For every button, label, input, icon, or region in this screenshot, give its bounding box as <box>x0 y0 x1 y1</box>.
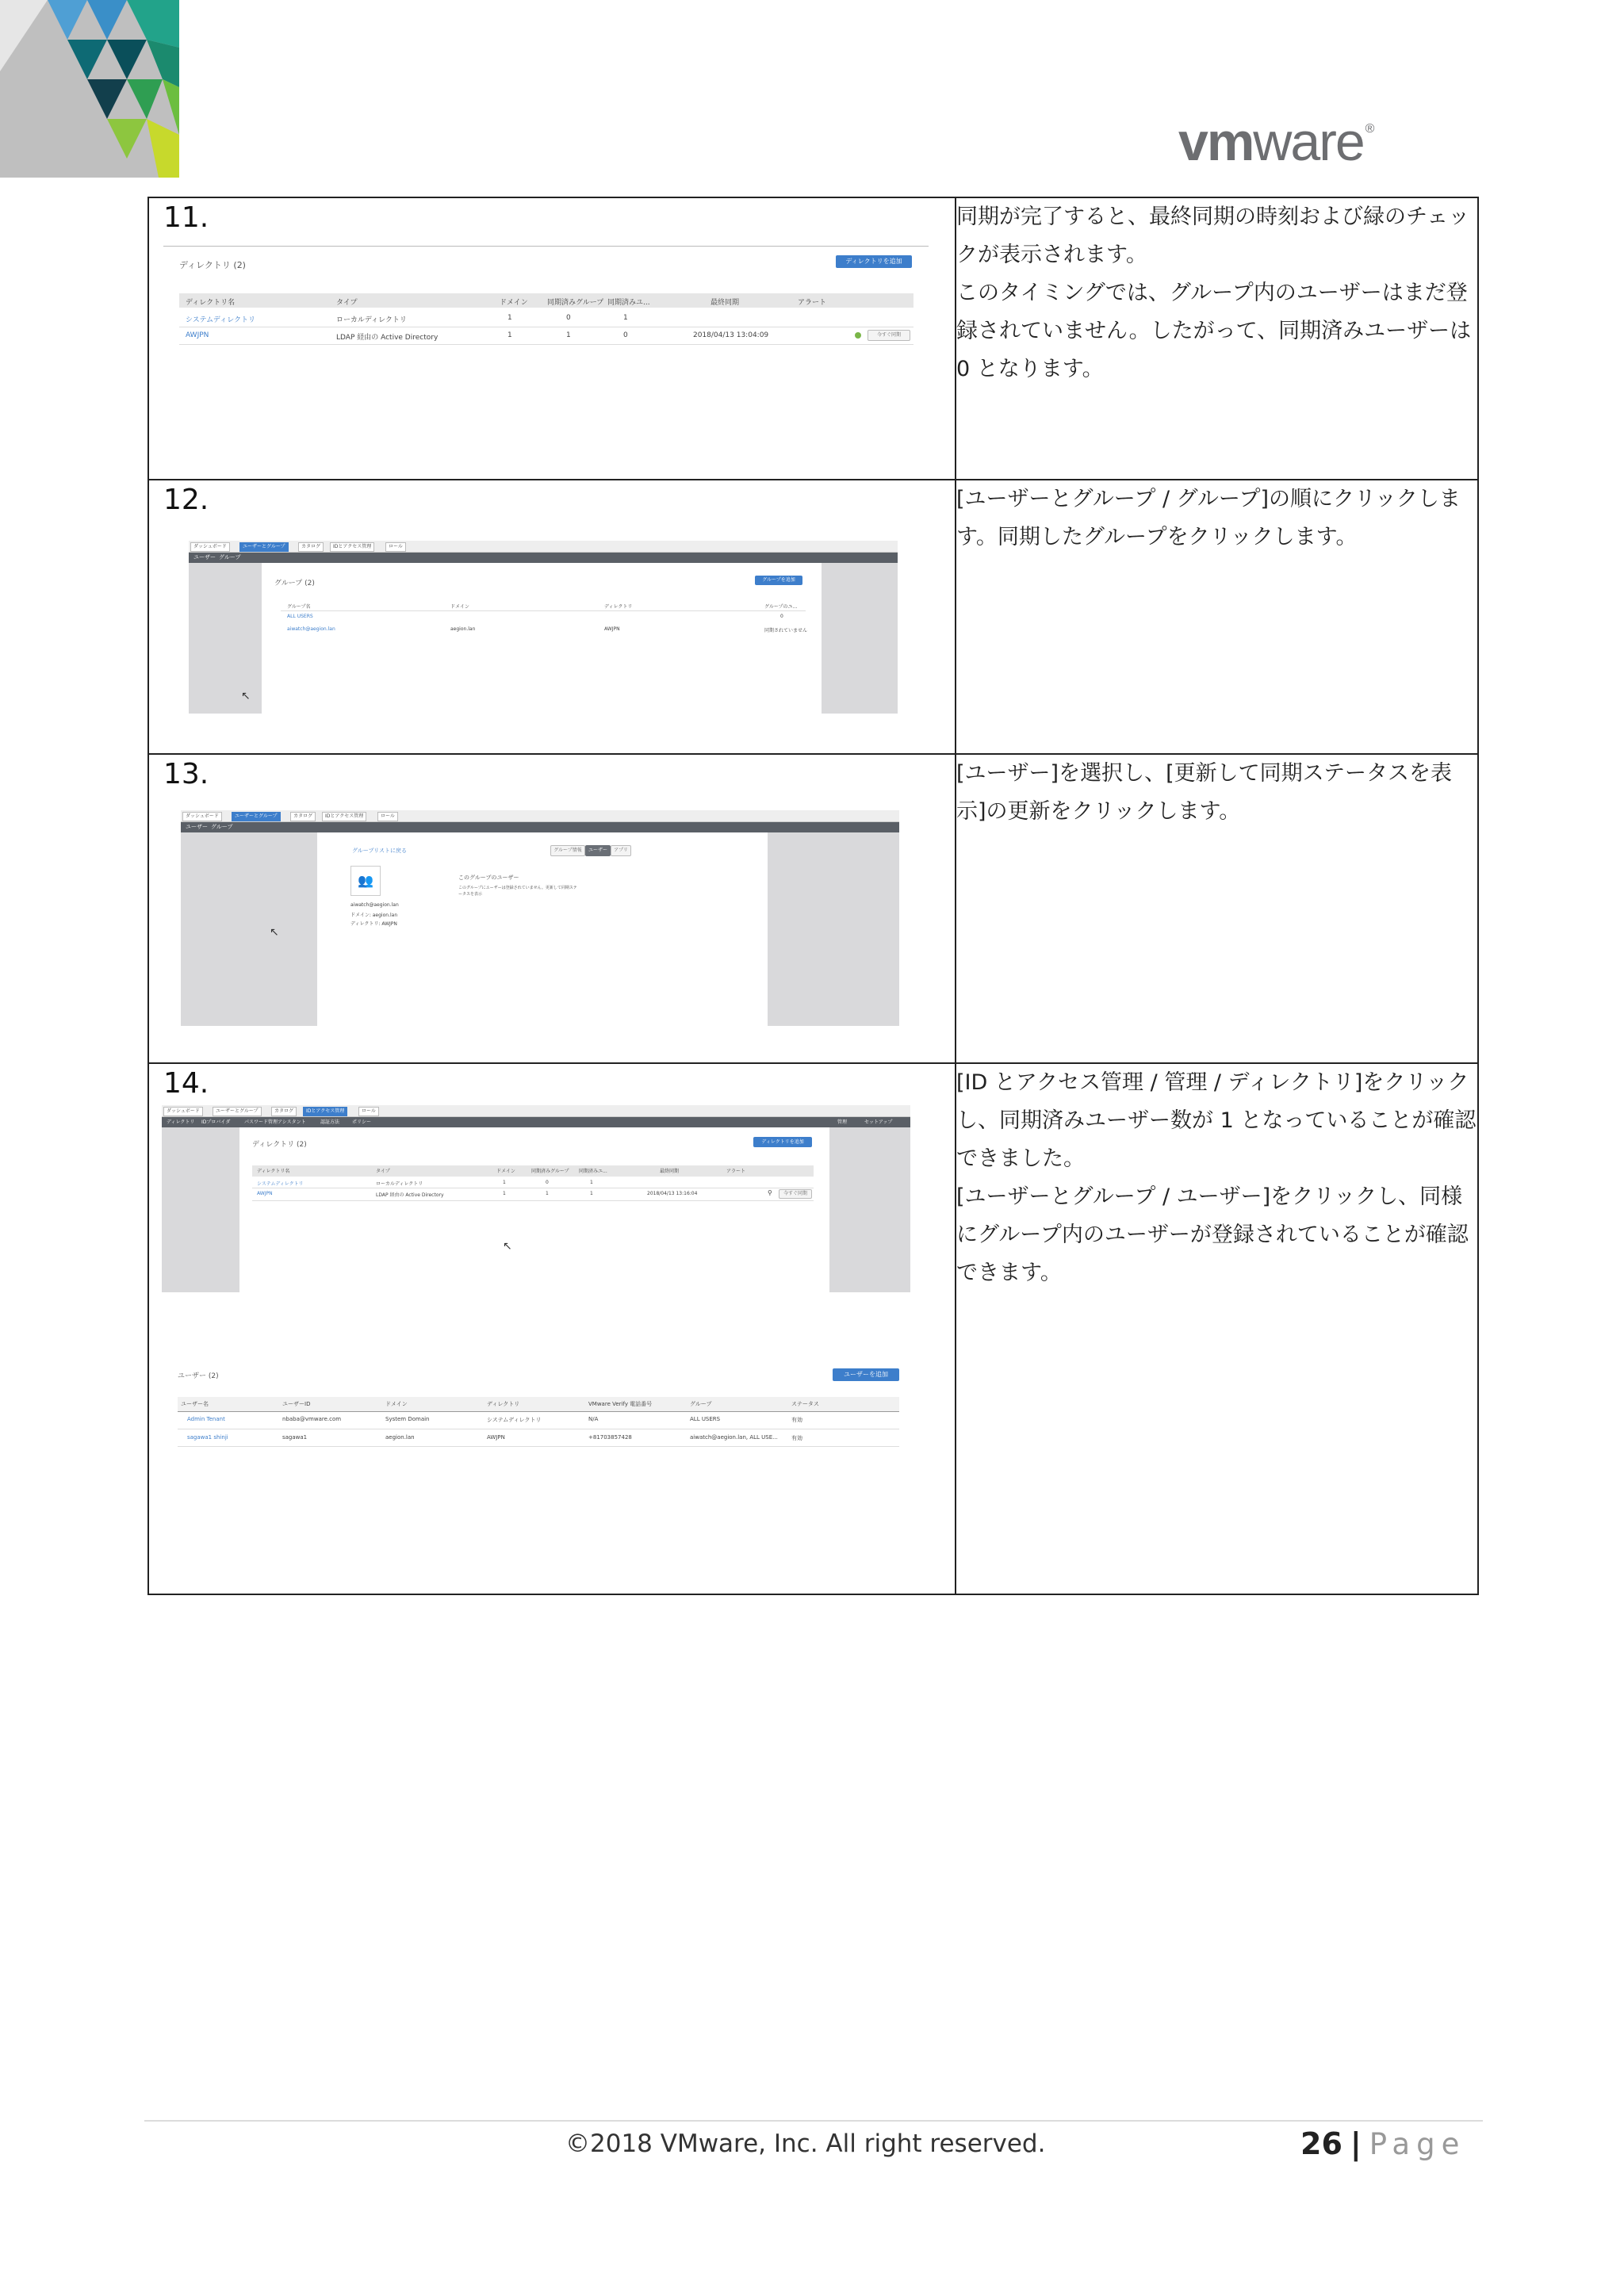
steps-table <box>147 197 1479 1595</box>
group-users-heading: このグループのユーザー <box>458 874 519 881</box>
table-cell: +81703857428 <box>588 1434 632 1441</box>
table-cell: aiwatch@aegion.lan, ALL USE... <box>690 1434 778 1441</box>
tab-dashboard[interactable]: ダッシュボード <box>163 1107 203 1116</box>
step-screenshot-cell <box>148 480 956 754</box>
table-cell: 1 <box>503 1191 506 1196</box>
table-cell: LDAP 経由の Active Directory <box>336 334 439 342</box>
subnav-identity-providers[interactable]: IDプロバイダ <box>201 1119 231 1125</box>
column-header: ディレクトリ名 <box>257 1169 290 1174</box>
column-header: ディレクトリ <box>487 1401 520 1407</box>
directory-list-title: ディレクトリ (2) <box>252 1141 307 1149</box>
segment-apps[interactable]: アプリ <box>611 845 631 856</box>
sync-now-button[interactable]: 今すぐ同期 <box>779 1189 812 1199</box>
tab-dashboard[interactable]: ダッシュボード <box>190 542 230 552</box>
sync-check-icon <box>855 332 861 339</box>
table-cell: 1 <box>546 1191 549 1196</box>
subnav-directories[interactable]: ディレクトリ <box>167 1119 195 1125</box>
column-header: 最終同期 <box>660 1169 680 1174</box>
group-avatar <box>350 866 381 896</box>
table-cell: 1 <box>623 314 628 322</box>
segment-users[interactable]: ユーザー <box>585 845 611 856</box>
add-user-button[interactable]: ユーザーを追加 <box>833 1368 899 1381</box>
subnav-password-assistant[interactable]: パスワード管理アシスタント <box>244 1119 306 1125</box>
table-cell: sagawa1 <box>282 1434 308 1441</box>
tab-catalog[interactable]: カタログ <box>271 1107 297 1116</box>
column-header: タイプ <box>376 1169 390 1174</box>
screenshot-directories <box>163 246 929 357</box>
tab-roles[interactable]: ロール <box>377 812 398 821</box>
step-screenshot-cell <box>148 1063 956 1594</box>
mouse-cursor-icon: ↖ <box>503 1240 512 1253</box>
column-header: グループ <box>690 1401 712 1407</box>
table-cell: 同期されていません <box>764 628 808 633</box>
table-cell: 有効 <box>791 1417 802 1423</box>
column-header: VMware Verify 電話番号 <box>588 1401 653 1407</box>
directory-link[interactable]: AWJPN <box>257 1191 273 1196</box>
table-cell: 1 <box>566 331 571 339</box>
table-cell: システムディレクトリ <box>487 1417 542 1423</box>
column-header: 最終同期 <box>710 299 740 307</box>
column-header: ドメイン <box>500 299 528 307</box>
sync-now-button[interactable]: 今すぐ同期 <box>868 330 910 341</box>
directory-link[interactable]: AWJPN <box>186 331 209 339</box>
table-cell: 0 <box>566 314 571 322</box>
tab-users-groups[interactable]: ユーザーとグループ <box>213 1107 262 1116</box>
step-screenshot-cell <box>148 754 956 1063</box>
add-directory-button[interactable]: ディレクトリを追加 <box>836 255 912 268</box>
step-row <box>148 480 1478 754</box>
table-cell: AWJPN <box>487 1434 505 1441</box>
description-text: [ユーザーとグループ / ユーザー]をクリックし、同様にグループ内のユーザーが登録されていることが確認できます。 <box>956 1184 1469 1285</box>
description-text: [ID とアクセス管理 / 管理 / ディレクトリ]をクリックし、同期済みユーザー数が 1 となっていることが確認できました。 <box>956 1070 1477 1171</box>
column-header: ユーザー名 <box>181 1401 209 1407</box>
column-header: アラート <box>798 299 827 307</box>
mouse-cursor-icon: ↖ <box>270 926 279 939</box>
table-cell: ALL USERS <box>690 1416 721 1422</box>
column-header: 同期済みグループ <box>531 1169 569 1174</box>
page-number-value: 26 <box>1300 2126 1342 2161</box>
directory-link[interactable]: システムディレクトリ <box>186 316 256 324</box>
step-row <box>148 1063 1478 1594</box>
step-number: 14. <box>163 1067 209 1100</box>
page-label: Page <box>1369 2127 1466 2161</box>
group-info-line: ドメイン: aegion.lan <box>350 913 398 918</box>
group-link[interactable]: aiwatch@aegion.lan <box>287 626 335 632</box>
column-header: ドメイン <box>450 604 469 610</box>
subnav-policies[interactable]: ポリシー <box>352 1119 372 1125</box>
subnav-users[interactable]: ユーザー <box>193 554 216 561</box>
table-cell: AWJPN <box>604 626 620 632</box>
step-description <box>956 1063 1478 1594</box>
description-text: [ユーザー]を選択し、[更新して同期ステータスを表示]の更新をクリックします。 <box>956 761 1453 824</box>
groups-title: グループ (2) <box>274 580 315 587</box>
column-header: ドメイン <box>385 1401 408 1407</box>
page-number <box>1300 2126 1465 2161</box>
table-cell: aegion.lan <box>450 626 476 632</box>
subnav-auth-methods[interactable]: 認証方法 <box>320 1119 340 1125</box>
add-group-button[interactable]: グループを追加 <box>755 576 802 585</box>
page-separator: | <box>1350 2126 1362 2161</box>
step-screenshot-cell <box>148 197 956 480</box>
group-users-note: このグループにユーザーは登録されていません。更新して同期ステータスを表示 <box>458 886 577 897</box>
tab-catalog[interactable]: カタログ <box>298 542 324 552</box>
last-sync-time: 2018/04/13 13:16:04 <box>647 1191 698 1196</box>
add-directory-button[interactable]: ディレクトリを追加 <box>753 1137 812 1147</box>
description-text: 同期が完了すると、最終同期の時刻および緑のチェックが表示されます。 <box>956 205 1470 267</box>
subnav-manage[interactable]: 管理 <box>837 1119 848 1125</box>
subnav-users[interactable]: ユーザー <box>186 824 208 830</box>
tab-identity-access[interactable]: IDとアクセス管理 <box>303 1107 347 1116</box>
tab-catalog[interactable]: カタログ <box>290 812 316 821</box>
description-text: このタイミングでは、グループ内のユーザーはまだ登録されていません。したがって、同期済みユーザーは 0 となります。 <box>956 281 1472 381</box>
users-title: ユーザー (2) <box>178 1372 219 1380</box>
table-cell: aegion.lan <box>385 1434 415 1441</box>
synced-users-count: 1 <box>590 1191 593 1196</box>
column-header: ステータス <box>791 1401 819 1407</box>
column-header: ディレクトリ <box>604 604 633 610</box>
table-cell: System Domain <box>385 1416 430 1422</box>
tab-users-groups[interactable]: ユーザーとグループ <box>239 542 289 552</box>
table-cell: N/A <box>588 1416 599 1422</box>
screenshot-group-detail <box>181 810 899 1026</box>
step-description <box>956 754 1478 1063</box>
table-cell: 有効 <box>791 1435 802 1441</box>
table-cell: ローカルディレクトリ <box>336 316 407 324</box>
back-to-group-list-link[interactable]: グループリストに戻る <box>352 848 408 854</box>
screenshot-groups <box>189 541 898 714</box>
column-header: グループ名 <box>287 604 311 610</box>
directory-list-title: ディレクトリ (2) <box>179 260 246 270</box>
column-header: 同期済みユ... <box>579 1169 607 1174</box>
users-group-icon: 👥 <box>358 873 373 888</box>
tab-dashboard[interactable]: ダッシュボード <box>182 812 222 821</box>
tab-users-groups[interactable]: ユーザーとグループ <box>232 812 281 821</box>
description-text: [ユーザーとグループ / グループ]の順にクリックします。同期したグループをクリックします。 <box>956 487 1461 549</box>
step-number: 12. <box>163 484 209 516</box>
subnav-groups[interactable]: グループ <box>211 824 233 830</box>
table-cell: nbaba@vmware.com <box>282 1416 342 1422</box>
column-header: タイプ <box>336 299 358 307</box>
group-info-line: aiwatch@aegion.lan <box>350 902 399 908</box>
group-info-line: ディレクトリ: AWJPN <box>350 921 397 927</box>
column-header: 同期済みグループ <box>547 299 604 307</box>
tab-identity-access[interactable]: IDとアクセス管理 <box>330 542 374 552</box>
directory-link[interactable]: システムディレクトリ <box>257 1181 304 1187</box>
segment-group-info[interactable]: グループ情報 <box>550 845 585 856</box>
table-cell: LDAP 経由の Active Directory <box>376 1192 444 1198</box>
step-number: 11. <box>163 201 209 234</box>
table-cell: 0 <box>546 1180 549 1185</box>
step-description <box>956 197 1478 480</box>
table-cell: 0 <box>780 614 783 619</box>
screenshot-users-list <box>178 1362 899 1457</box>
column-header: アラート <box>726 1169 746 1174</box>
column-header: 同期済みユ... <box>607 299 650 307</box>
step-row <box>148 197 1478 480</box>
subnav-groups[interactable]: グループ <box>219 554 241 561</box>
group-link[interactable]: ALL USERS <box>287 614 313 619</box>
tab-roles[interactable]: ロール <box>385 542 406 552</box>
subnav-setup[interactable]: セットアップ <box>864 1119 893 1125</box>
table-cell: 1 <box>508 331 512 339</box>
footer-divider <box>144 2120 1483 2122</box>
screenshot-directories-synced <box>162 1105 910 1292</box>
step-description <box>956 480 1478 754</box>
table-cell: 1 <box>590 1180 593 1185</box>
corner-logo-tiles <box>0 0 179 178</box>
user-link[interactable]: sagawa1 shinji <box>187 1434 228 1441</box>
user-link[interactable]: Admin Tenant <box>187 1416 225 1422</box>
table-cell: 0 <box>623 331 628 339</box>
last-sync-time: 2018/04/13 13:04:09 <box>693 331 769 339</box>
column-header: グループのユ... <box>764 604 798 610</box>
column-header: ディレクトリ名 <box>186 299 236 307</box>
table-cell: 1 <box>508 314 512 322</box>
column-header: ユーザーID <box>282 1401 311 1407</box>
table-cell: 1 <box>503 1180 506 1185</box>
column-header: ドメイン <box>496 1169 515 1174</box>
tab-roles[interactable]: ロール <box>358 1107 379 1116</box>
tab-identity-access[interactable]: IDとアクセス管理 <box>322 812 366 821</box>
search-icon: ⚲ <box>768 1189 772 1196</box>
mouse-cursor-icon: ↖ <box>241 690 251 702</box>
step-row <box>148 754 1478 1063</box>
footer-copyright: ©2018 VMware, Inc. All right reserved. <box>565 2130 1046 2158</box>
vmware-logo: vmware ® <box>1178 112 1373 172</box>
table-cell: ローカルディレクトリ <box>376 1181 423 1187</box>
step-number: 13. <box>163 758 209 790</box>
